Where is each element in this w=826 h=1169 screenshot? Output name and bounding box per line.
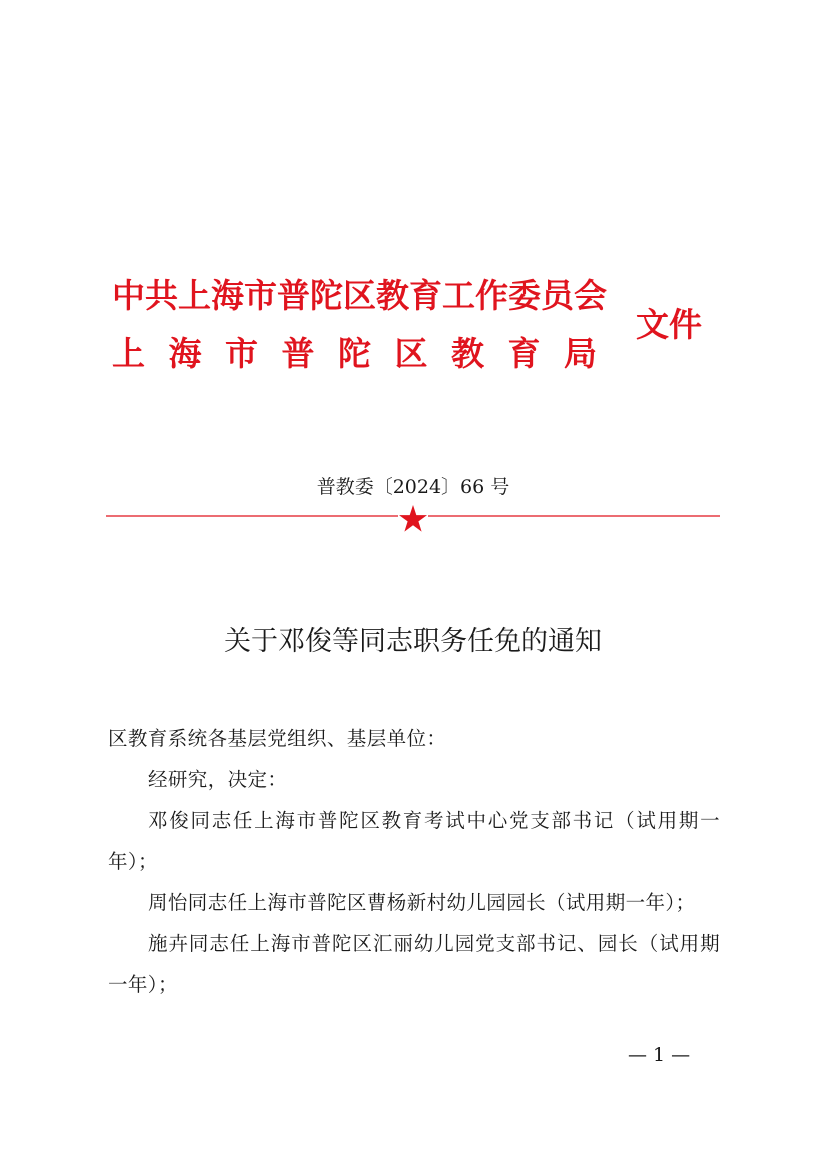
document-title: 关于邓俊等同志职务任免的通知 [224,626,602,657]
salutation: 区教育系统各基层党组织、基层单位： [108,727,447,750]
page-number: — 1 — [628,1044,691,1066]
document-body [108,718,720,1005]
header-suffix: 文件 [636,305,702,344]
star-icon [399,505,427,532]
paragraph-appointment-2: 周怡同志任上海市普陀区曹杨新村幼儿园园长（试用期一年）； [148,891,696,914]
paragraph-decision: 经研究，决定： [148,768,288,791]
header-org-line-2: 上海市普陀区教育局 [112,334,621,373]
red-separator [106,505,720,535]
header-org-line-1: 中共上海市普陀区教育工作委员会 [112,276,607,315]
paragraph-appointment-1: 邓俊同志任上海市普陀区教育考试中心党支部书记（试用期一年）； [108,809,720,873]
document-number: 普教委〔2024〕66 号 [316,476,510,498]
paragraph-appointment-3: 施卉同志任上海市普陀区汇丽幼儿园党支部书记、园长（试用期一年）； [108,932,720,996]
